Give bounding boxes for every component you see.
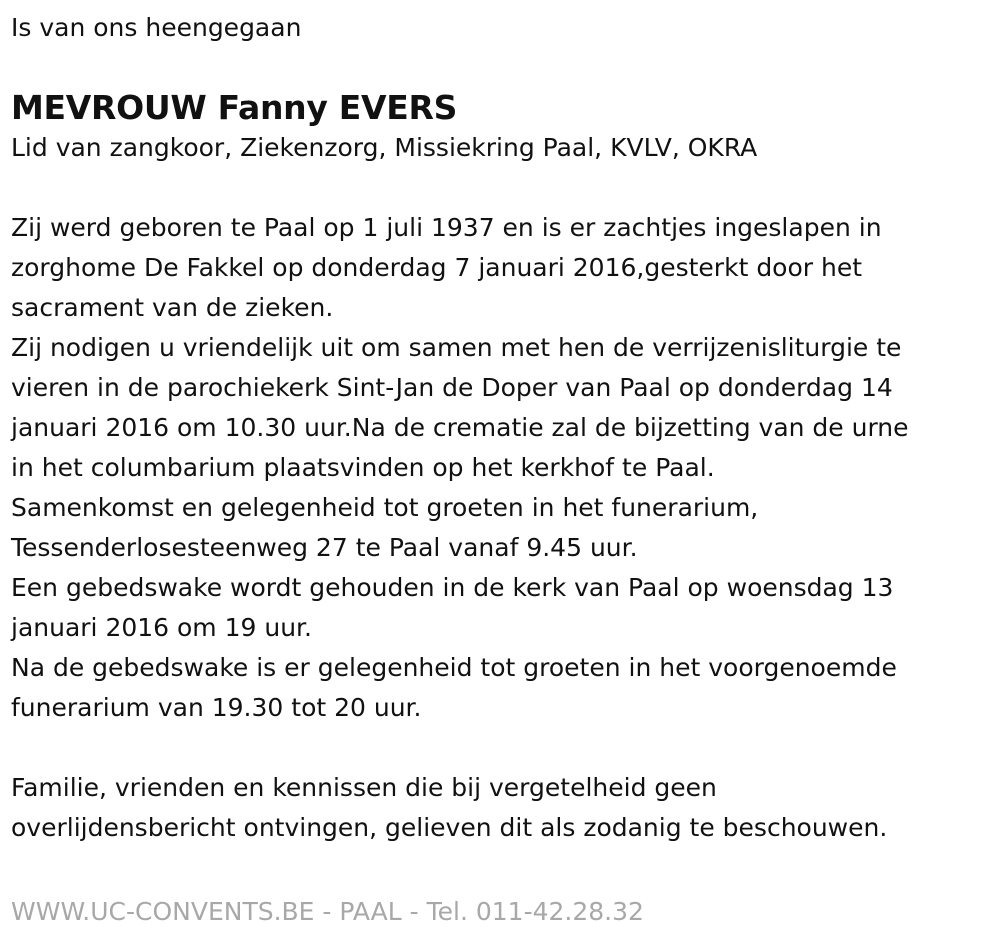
footer-contact: WWW.UC-CONVENTS.BE - PAAL - Tel. 011-42.28.32	[11, 897, 644, 926]
body-line: Zij nodigen u vriendelijk uit om samen met hen de verrijzenisliturgie te	[11, 333, 902, 362]
body-line: Een gebedswake wordt gehouden in de kerk van Paal op woensdag 13	[11, 573, 894, 602]
body-line: in het columbarium plaatsvinden op het kerkhof te Paal.	[11, 453, 715, 482]
closing-line: overlijdensbericht ontvingen, gelieven dit als zodanig te beschouwen.	[11, 813, 888, 842]
memberships-text: Lid van zangkoor, Ziekenzorg, Missiekring Paal, KVLV, OKRA	[11, 133, 758, 162]
body-line: januari 2016 om 19 uur.	[11, 613, 312, 642]
body-line: Zij werd geboren te Paal op 1 juli 1937 en is er zachtjes ingeslapen in	[11, 213, 882, 242]
intro-text: Is van ons heengegaan	[11, 13, 302, 42]
body-line: funerarium van 19.30 tot 20 uur.	[11, 693, 422, 722]
body-line: Na de gebedswake is er gelegenheid tot groeten in het voorgenoemde	[11, 653, 897, 682]
body-line: januari 2016 om 10.30 uur.Na de crematie zal de bijzetting van de urne	[11, 413, 909, 442]
body-line: zorghome De Fakkel op donderdag 7 januari 2016,gesterkt door het	[11, 253, 863, 282]
deceased-name: MEVROUW Fanny EVERS	[11, 88, 458, 127]
body-line: Samenkomst en gelegenheid tot groeten in het funerarium,	[11, 493, 759, 522]
paragraph-gap	[11, 168, 986, 208]
notice-closing	[11, 768, 986, 848]
paragraph-gap	[11, 728, 986, 768]
body-line: Tessenderlosesteenweg 27 te Paal vanaf 9.45 uur.	[11, 533, 638, 562]
body-line: sacrament van de zieken.	[11, 293, 334, 322]
death-notice	[11, 8, 986, 848]
closing-line: Familie, vrienden en kennissen die bij vergetelheid geen	[11, 773, 717, 802]
body-line: vieren in de parochiekerk Sint-Jan de Doper van Paal op donderdag 14	[11, 373, 893, 402]
notice-body	[11, 208, 986, 728]
